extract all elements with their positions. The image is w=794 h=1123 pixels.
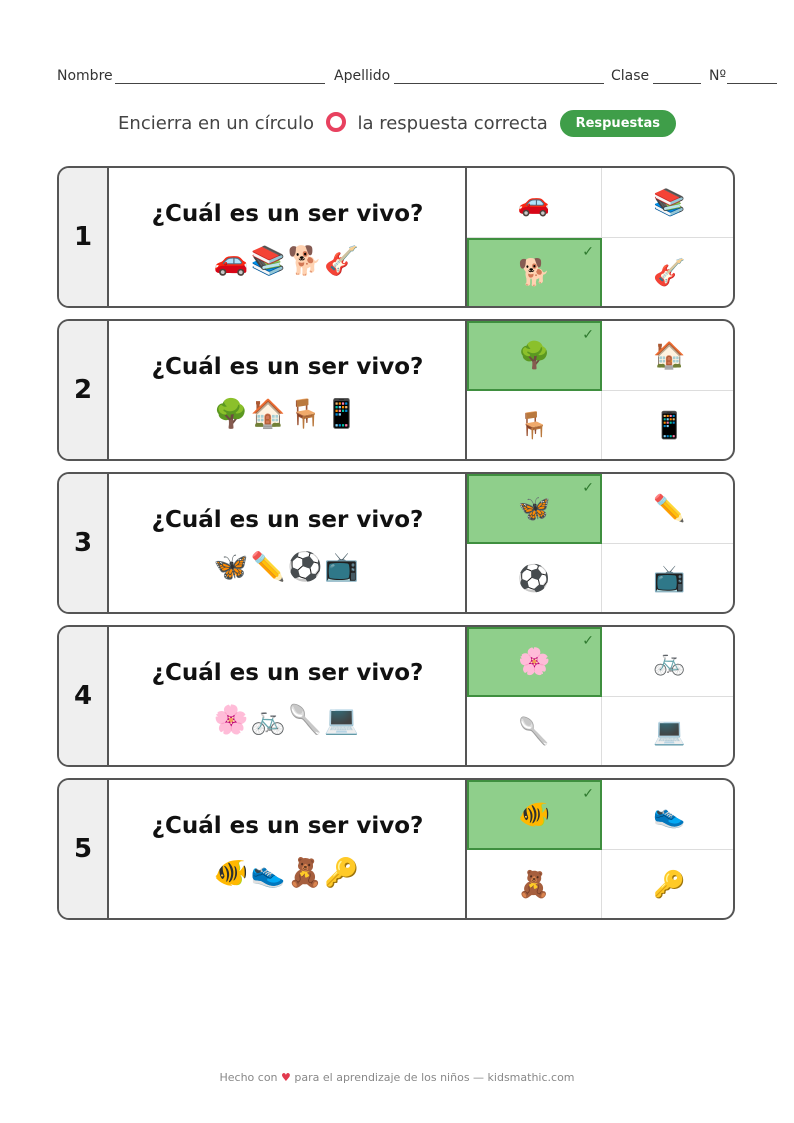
surname-label: Apellido [334, 68, 391, 84]
option-icon: 🌳 [518, 341, 551, 371]
answer-option[interactable] [602, 697, 735, 767]
answer-option[interactable] [467, 697, 602, 767]
option-icon: 🔑 [653, 870, 686, 900]
answer-option[interactable] [602, 780, 735, 850]
check-icon: ✓ [582, 480, 594, 496]
question-text: ¿Cuál es un ser vivo? [151, 813, 424, 839]
answer-grid [465, 780, 735, 918]
name-label: Nombre [57, 68, 113, 84]
answer-option[interactable] [602, 474, 735, 544]
option-icon: 📺 [653, 564, 686, 594]
question-text: ¿Cuál es un ser vivo? [151, 507, 424, 533]
check-icon: ✓ [582, 786, 594, 802]
answer-option[interactable] [602, 627, 735, 697]
check-icon: ✓ [582, 327, 594, 343]
question-number: 4 [59, 627, 109, 765]
option-icon: 📚 [653, 187, 686, 218]
check-icon: ✓ [582, 633, 594, 649]
question-area [109, 627, 466, 765]
option-icon: 🌸 [518, 647, 551, 677]
answer-option[interactable] [467, 168, 602, 238]
question-icons: 🌳🏠🪑📱 [213, 397, 362, 430]
answer-option[interactable] [602, 391, 735, 461]
answers-button[interactable]: Respuestas [560, 110, 676, 137]
answer-option[interactable] [602, 168, 735, 238]
name-field[interactable] [115, 83, 325, 84]
option-icon: 🐠 [518, 800, 551, 830]
instruction-text-before: Encierra en un círculo [118, 113, 314, 134]
option-icon: 👟 [653, 799, 686, 830]
answer-option-correct[interactable] [467, 627, 602, 697]
option-icon: 🥄 [517, 717, 551, 747]
question-area [109, 168, 466, 306]
question-card [57, 625, 735, 767]
answer-option[interactable] [602, 238, 735, 308]
footer [0, 1071, 794, 1084]
question-icons: 🌸🚲🥄💻 [213, 703, 362, 736]
answer-option-correct[interactable] [467, 321, 602, 391]
option-icon: 📱 [653, 411, 686, 441]
option-icon: 🪑 [517, 411, 551, 441]
question-number: 2 [59, 321, 109, 459]
question-number: 1 [59, 168, 109, 306]
answer-option[interactable] [602, 544, 735, 614]
option-icon: ⚽ [517, 564, 551, 594]
option-icon: 🦋 [518, 494, 551, 524]
answer-grid [465, 321, 735, 459]
circle-icon [326, 112, 346, 132]
answer-option-correct[interactable] [467, 238, 602, 308]
option-icon: 💻 [653, 717, 686, 747]
student-info-header [57, 68, 777, 88]
option-icon: ✏️ [653, 493, 686, 524]
answer-option[interactable] [467, 544, 602, 614]
question-number: 3 [59, 474, 109, 612]
option-icon: 🏠 [653, 340, 686, 371]
answer-option[interactable] [602, 321, 735, 391]
question-icons: 🦋✏️⚽📺 [213, 550, 362, 583]
instruction-text-after: la respuesta correcta [357, 113, 548, 134]
footer-text-before: Hecho con [219, 1071, 278, 1084]
question-area [109, 474, 466, 612]
answer-option-correct[interactable] [467, 780, 602, 850]
instruction-row [0, 110, 794, 137]
question-text: ¿Cuál es un ser vivo? [151, 660, 424, 686]
answer-grid [465, 474, 735, 612]
heart-icon: ♥ [281, 1071, 291, 1084]
question-text: ¿Cuál es un ser vivo? [151, 354, 424, 380]
question-card [57, 319, 735, 461]
answer-option-correct[interactable] [467, 474, 602, 544]
option-icon: 🎸 [653, 258, 686, 288]
answer-grid [465, 168, 735, 306]
question-card [57, 472, 735, 614]
check-icon: ✓ [582, 244, 594, 260]
option-icon: 🚗 [517, 187, 551, 218]
answer-option[interactable] [467, 850, 602, 920]
class-label: Clase [611, 68, 650, 84]
surname-field[interactable] [394, 83, 604, 84]
question-icons: 🚗📚🐕🎸 [213, 244, 362, 277]
question-area [109, 780, 466, 918]
question-number: 5 [59, 780, 109, 918]
option-icon: 🐕 [518, 258, 551, 288]
option-icon: 🧸 [517, 870, 551, 900]
answer-grid [465, 627, 735, 765]
number-field[interactable] [727, 83, 777, 84]
number-label: Nº [709, 68, 727, 84]
question-card [57, 166, 735, 308]
option-icon: 🚲 [653, 646, 686, 677]
class-field[interactable] [653, 83, 701, 84]
answer-option[interactable] [467, 391, 602, 461]
question-card [57, 778, 735, 920]
question-area [109, 321, 466, 459]
footer-text-after: para el aprendizaje de los niños — kidsmathic.com [294, 1071, 575, 1084]
question-text: ¿Cuál es un ser vivo? [151, 201, 424, 227]
answer-option[interactable] [602, 850, 735, 920]
question-icons: 🐠👟🧸🔑 [213, 856, 362, 889]
